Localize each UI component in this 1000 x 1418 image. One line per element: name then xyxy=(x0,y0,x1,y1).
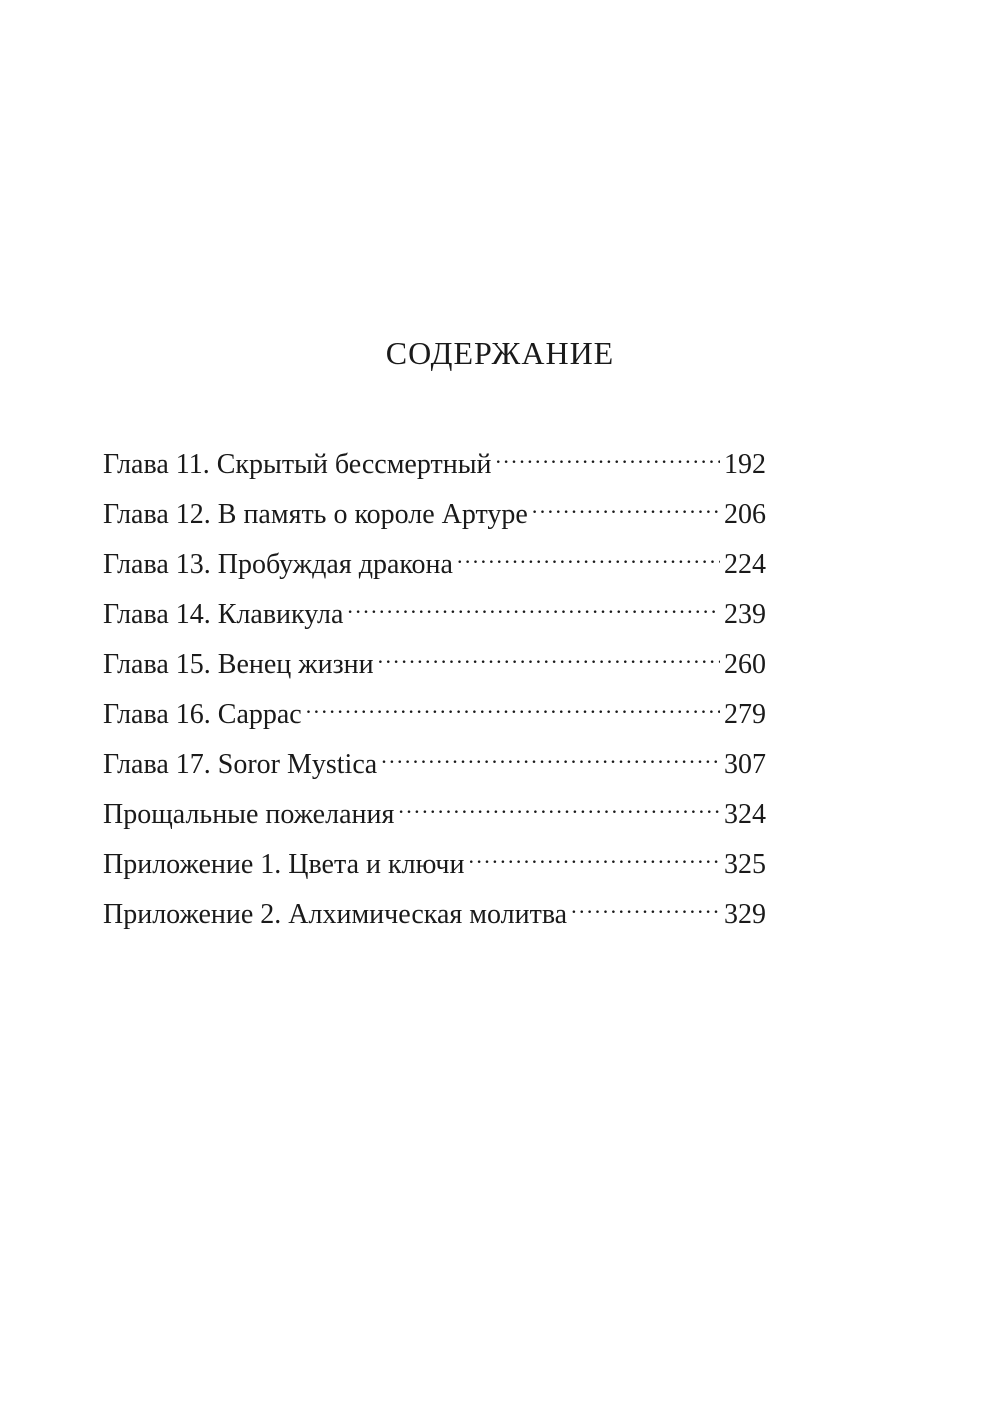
toc-entry-chapter-11 xyxy=(103,429,766,479)
toc-entry-page-number: 329 xyxy=(724,899,766,930)
table-of-contents xyxy=(103,429,766,929)
toc-entry-label: Глава 12. В память о короле Артуре xyxy=(103,499,528,530)
toc-entry-label: Приложение 2. Алхимическая молитва xyxy=(103,899,568,930)
dot-leader xyxy=(532,479,720,523)
dot-leader xyxy=(378,629,720,673)
toc-entry-page-number: 324 xyxy=(724,799,766,830)
toc-entry-page-number: 325 xyxy=(724,849,766,880)
toc-entry-page-number: 239 xyxy=(724,599,766,630)
toc-entry-label: Глава 15. Венец жизни xyxy=(103,649,374,680)
dot-leader xyxy=(457,529,720,573)
toc-entry-label: Приложение 1. Цвета и ключи xyxy=(103,849,465,880)
toc-entry-label: Глава 13. Пробуждая дракона xyxy=(103,549,453,580)
dot-leader xyxy=(496,429,721,473)
dot-leader xyxy=(306,679,720,723)
toc-entry-label: Глава 17. Soror Mystica xyxy=(103,749,378,780)
dot-leader xyxy=(381,729,720,773)
toc-entry-label: Глава 11. Скрытый бессмертный xyxy=(103,449,492,480)
dot-leader xyxy=(347,579,720,623)
toc-entry-page-number: 307 xyxy=(724,749,766,780)
toc-entry-page-number: 192 xyxy=(724,449,766,480)
page-title: СОДЕРЖАНИЕ xyxy=(385,335,615,371)
toc-entry-page-number: 224 xyxy=(724,549,766,580)
toc-entry-page-number: 279 xyxy=(724,699,766,730)
dot-leader xyxy=(398,779,720,823)
toc-entry-page-number: 260 xyxy=(724,649,766,680)
toc-entry-page-number: 206 xyxy=(724,499,766,530)
toc-entry-label: Глава 16. Саррас xyxy=(103,699,302,730)
toc-entry-label: Глава 14. Клавикула xyxy=(103,599,344,630)
toc-entry-label: Прощальные пожелания xyxy=(103,799,395,830)
dot-leader xyxy=(571,879,720,923)
dot-leader xyxy=(468,829,720,873)
